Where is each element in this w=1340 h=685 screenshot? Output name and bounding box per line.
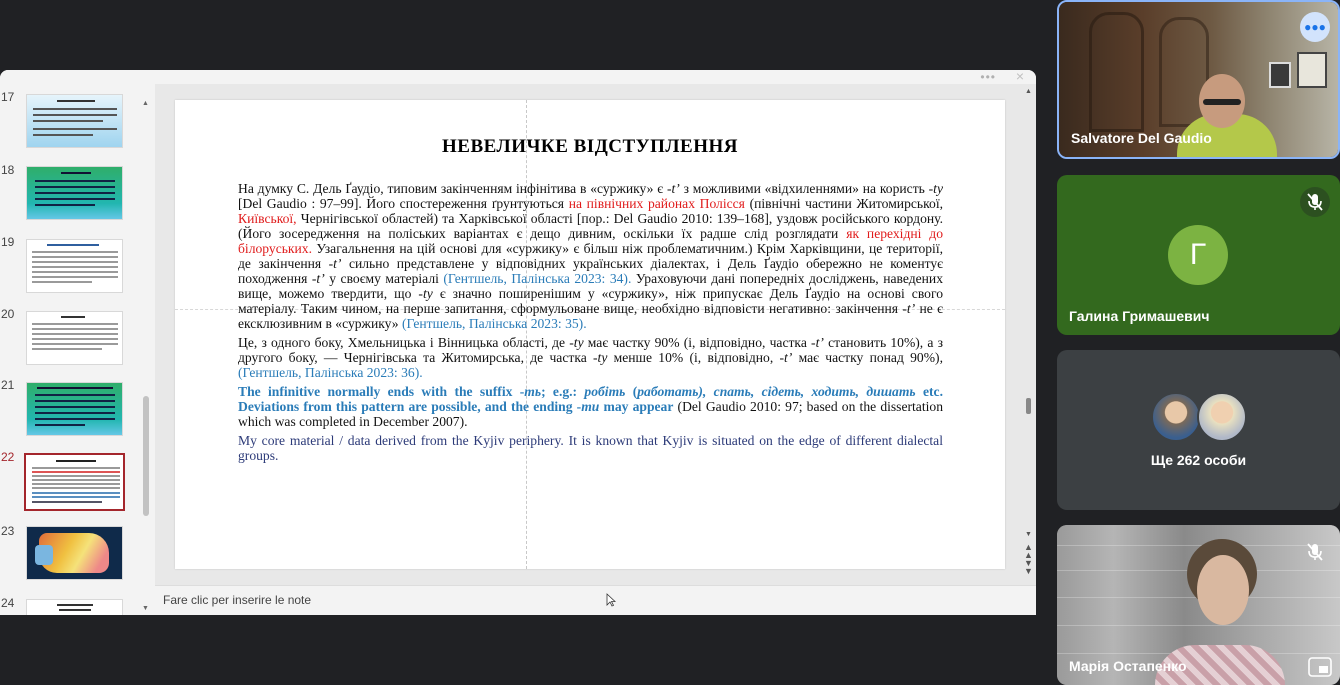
close-icon[interactable]: × — [1015, 70, 1024, 84]
speaking-indicator-icon: ●●● — [1300, 12, 1330, 42]
avatar: Г — [1168, 225, 1228, 285]
presentation-window — [0, 70, 1036, 615]
slide-editor — [155, 84, 1036, 585]
muted-mic-icon — [1300, 537, 1330, 567]
avatar — [1151, 392, 1201, 442]
participant-tile-halyna[interactable] — [1057, 175, 1340, 335]
highlight-red: на північних районах Полісся — [568, 196, 745, 211]
slide-title[interactable]: НЕВЕЛИЧКЕ ВІДСТУПЛЕННЯ — [442, 136, 738, 157]
next-slide-icon[interactable]: ▼ ▼ — [1024, 558, 1033, 576]
citation: (Гентшель, Палінська 2023: 36). — [238, 365, 423, 380]
highlight-red: Київської, — [238, 211, 297, 226]
scroll-down-icon[interactable]: ▼ — [1025, 531, 1032, 538]
current-slide[interactable] — [175, 100, 1005, 569]
participant-tile-others[interactable] — [1057, 350, 1340, 510]
mouse-cursor-icon — [606, 593, 616, 607]
participant-name: Галина Гримашевич — [1069, 308, 1210, 324]
slide-thumbnail-21[interactable] — [26, 382, 123, 436]
thumb-number: 17 — [1, 90, 15, 104]
slide-thumbnail-22-active[interactable] — [24, 453, 125, 511]
citation: (Гентшель, Палінська 2023: 35). — [401, 316, 587, 331]
participant-tile-salvatore[interactable] — [1057, 0, 1340, 159]
paragraph-1: На думку С. Дель Ґаудіо, типовим закінченням інфінітива в «суржику» є -t’ з можливими «відхиленнями» на користь -ty [Del Gaudio : 97–99]. Його спостереження ґрунтуються на північних районах Полісся (північні частини Житомирської, Київської, Чернігівської областей) та Харківської області [пор.: Del Gaudio 2010: 139–168], уздовж російського кордону. (Його зосередження на поліських варіантах є дещо дивним, оскільки їх радше слід розглядати як перехідні до білоруських. Узагальнення на цій основі для «суржику» є більш ніж проблематичним.) Крім Харківщини, це території, де закінчення -t’ сильно представлене у відповідних українських діалектах, і Дель Ґаудіо обережно не коментує походження -t’ у своєму матеріалі (Гентшель, Палінська 2023: 34). Ураховуючи дані попередніх досліджень, наведених вище, можемо твердити, що -ty є значно поширенішим у «суржику», ніж припускає Дель Ґаудіо на основі свого матеріалу. Таким чином, на перше запитання, сформульоване вище, необхідно відповісти негативно: закінчення -t’ не є ексклюзивним в «суржику» (Гентшель, Палінська 2023: 35). — [238, 181, 943, 331]
thumb-number: 23 — [1, 524, 15, 538]
highlight-red: як перехідні до білоруських. — [238, 226, 943, 256]
thumb-number-active: 22 — [1, 450, 15, 464]
notes-placeholder[interactable]: Fare clic per inserire le note — [163, 593, 312, 607]
scroll-up-icon[interactable]: ▲ — [1025, 88, 1032, 95]
more-icon[interactable]: ••• — [980, 70, 996, 84]
thumbnail-scrollbar[interactable] — [142, 100, 150, 615]
picture-in-picture-icon[interactable] — [1308, 657, 1332, 677]
participant-tile-mariia[interactable] — [1057, 525, 1340, 685]
scrollbar-thumb[interactable] — [143, 396, 149, 516]
thumb-number: 19 — [1, 235, 15, 249]
more-participants-label: Ще 262 особи — [1150, 452, 1247, 468]
scroll-down-icon[interactable]: ▼ — [142, 605, 149, 612]
slide-thumbnail-24[interactable] — [26, 599, 123, 615]
slide-thumbnail-20[interactable] — [26, 311, 123, 365]
paragraph-4-english: My core material / data derived from the Kyjiv periphery. It is known that Kyjiv is situated on the edge of different dialectal groups. — [238, 433, 943, 463]
participant-name: Salvatore Del Gaudio — [1071, 130, 1212, 146]
person-head — [1197, 555, 1249, 625]
thumb-number: 18 — [1, 163, 15, 177]
thumb-number: 21 — [1, 378, 15, 392]
muted-mic-icon — [1300, 187, 1330, 217]
participant-name: Марія Остапенко — [1069, 658, 1187, 674]
slide-thumbnail-19[interactable] — [26, 239, 123, 293]
glasses — [1203, 99, 1241, 105]
slide-thumbnails-panel — [0, 84, 155, 615]
slide-scrollbar[interactable] — [1022, 84, 1036, 585]
avatar — [1197, 392, 1247, 442]
window-titlebar — [0, 70, 1036, 84]
slide-body-text[interactable] — [238, 181, 943, 467]
scrollbar-thumb[interactable] — [1026, 398, 1031, 414]
thumb-number: 24 — [1, 596, 15, 610]
citation: (Гентшель, Палінська 2023: 34). — [443, 271, 632, 286]
notes-pane[interactable] — [155, 585, 1036, 615]
scroll-up-icon[interactable]: ▲ — [142, 100, 149, 107]
slide-thumbnail-18[interactable] — [26, 166, 123, 220]
previous-slide-icon[interactable]: ▲ ▲ — [1024, 542, 1033, 560]
thumb-number: 20 — [1, 307, 15, 321]
paragraph-3-english: The infinitive normally ends with the suffix -ть; e.g.: робiть (работать), спать, сідеть, ходить, дишать etc. Deviations from this pattern are possible, and the ending -ти may appear (Del Gaudio 2010: 97; based on the dissertation which was completed in December 2007). — [238, 384, 943, 429]
slide-thumbnail-23[interactable] — [26, 526, 123, 580]
paragraph-2: Це, з одного боку, Хмельницька і Вінницька області, де -ty має частку 90% (і, відповідно, частка -t’ становить 10%), а з другого боку, — Чернігівська та Житомирська, де частка -ty менше 10% (і, відповідно, -t’ має частку понад 90%), (Гентшель, Палінська 2023: 36). — [238, 335, 943, 380]
slide-thumbnail-17[interactable] — [26, 94, 123, 148]
